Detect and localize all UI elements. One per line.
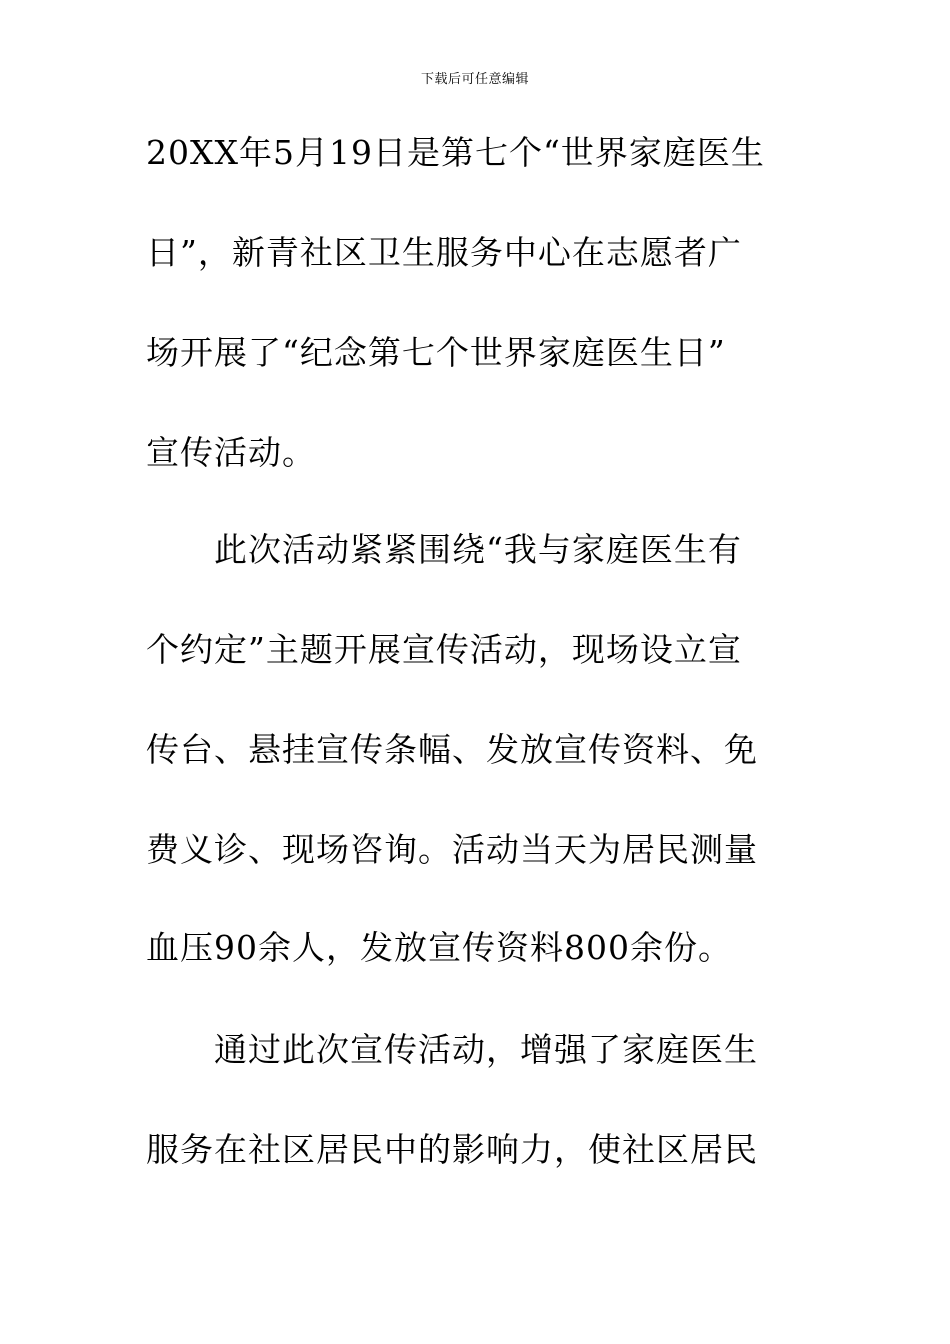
body-line-10: 通过此次宣传活动，增强了家庭医生: [214, 1030, 758, 1069]
body-line-5: 此次活动紧紧围绕“我与家庭医生有: [214, 530, 742, 569]
body-line-8: 费义诊、现场咨询。活动当天为居民测量: [146, 830, 758, 869]
body-line-2: 日”，新青社区卫生服务中心在志愿者广: [146, 233, 742, 272]
body-line-3: 场开展了“纪念第七个世界家庭医生日”: [146, 333, 726, 372]
header-note: 下载后可任意编辑: [420, 72, 529, 87]
body-line-1: 20XX年5月19日是第七个“世界家庭医生: [146, 133, 765, 172]
body-line-9: 血压90余人，发放宣传资料800余份。: [146, 928, 732, 967]
body-line-11: 服务在社区居民中的影响力，使社区居民: [146, 1130, 758, 1169]
body-line-7: 传台、悬挂宣传条幅、发放宣传资料、免: [146, 730, 758, 769]
body-line-6: 个约定”主题开展宣传活动，现场设立宣: [146, 630, 742, 669]
body-line-4: 宣传活动。: [146, 433, 316, 472]
